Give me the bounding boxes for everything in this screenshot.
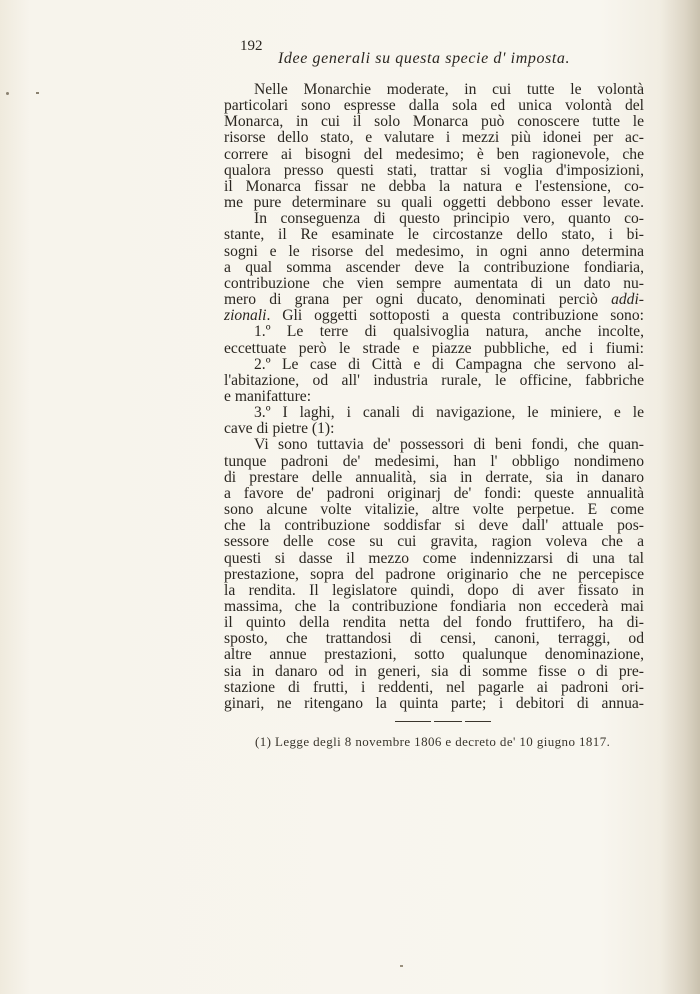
line-text: In conseguenza di questo principio vero, quanto co- (254, 210, 644, 228)
text-line (224, 211, 644, 227)
line-text: a favore de' padroni originarj de' fondi: queste annualità (224, 484, 644, 502)
line-text: 1.º Le terre di qualsivoglia natura, anche incolte, (254, 323, 644, 341)
line-text: . Gli oggetti sottoposti a questa contribuzione sono: (266, 307, 644, 325)
line-text: di prestare delle annualità, sia in derrate, sia in danaro (224, 468, 644, 486)
line-text: mero di grana per ogni ducato, denominati perciò (224, 291, 612, 309)
line-text: qualora presso questi stati, trattar si voglia d'imposizioni, (224, 161, 644, 179)
text-line (224, 583, 644, 599)
text-line (224, 551, 644, 567)
line-text: sposto, che trattandosi di censi, canoni, terraggi, od (224, 630, 644, 648)
text-line (224, 98, 644, 114)
line-text: sia in danaro od in generi, sia di somme fisse o di pre- (224, 662, 644, 680)
margin-mark (6, 92, 9, 95)
line-text: particolari sono espresse dalla sola ed unica volontà del (224, 97, 644, 115)
text-line (224, 292, 644, 308)
text-line (224, 341, 644, 357)
line-text: a qual somma ascender deve la contribuzione fondiaria, (224, 258, 644, 276)
line-text: cave di pietre (1): (224, 420, 335, 438)
text-line (224, 534, 644, 550)
text-line (224, 195, 644, 211)
line-text: questi si dasse il mezzo come indennizzarsi di una tal (224, 549, 644, 567)
footnote-rule (434, 721, 462, 722)
text-line (224, 615, 644, 631)
line-text: che la contribuzione soddisfar si deve dall' attuale pos- (224, 517, 644, 535)
body-text (224, 82, 644, 712)
text-line (224, 680, 644, 696)
text-line (224, 405, 644, 421)
text-line (224, 147, 644, 163)
line-text: il quinto della rendita netta del fondo fruttifero, ha di- (224, 614, 644, 632)
footnote-rule (465, 721, 491, 722)
line-text: stante, il Re esaminate le circostanze dello stato, i bi- (224, 226, 644, 244)
text-line (224, 276, 644, 292)
line-text: sessore delle cose su cui gravita, ragion voleva che a (224, 533, 644, 551)
text-line (224, 502, 644, 518)
line-text: contribuzione che vien sempre aumentata di un dato nu- (224, 274, 644, 292)
line-text: correre ai bisogni del medesimo; è ben ragionevole, che (224, 145, 644, 163)
line-text: 2.º Le case di Città e di Campagna che servono al- (254, 355, 644, 373)
line-text: altre annue prestazioni, sotto qualunque denominazione, (224, 646, 644, 664)
text-line (224, 437, 644, 453)
line-text: Monarca, in cui il solo Monarca può conoscere tutte le (224, 113, 644, 131)
text-line (224, 647, 644, 663)
text-line (224, 486, 644, 502)
text-line (224, 518, 644, 534)
text-line (224, 421, 644, 437)
page-speck (400, 965, 403, 967)
text-line (224, 470, 644, 486)
line-text: 3.º I laghi, i canali di navigazione, le miniere, e le (254, 404, 644, 422)
text-line (224, 114, 644, 130)
running-title: Idee generali su questa specie d' imposta. (278, 50, 571, 67)
text-line (224, 454, 644, 470)
text-line (224, 244, 644, 260)
footnote: (1) Legge degli 8 novembre 1806 e decreto de' 10 giugno 1817. (255, 734, 611, 749)
margin-mark (36, 92, 39, 94)
text-line (224, 324, 644, 340)
line-text: ginari, ne ritengano la quinta parte; i debitori di annua- (224, 694, 644, 712)
line-text: eccettuate però le strade e piazze pubbliche, ed i fiumi: (224, 339, 644, 357)
italic-text: addi- (611, 291, 644, 309)
line-text: Vi sono tuttavia de' possessori di beni fondi, che quan- (254, 436, 644, 454)
text-line (224, 599, 644, 615)
line-text: Nelle Monarchie moderate, in cui tutte le volontà (254, 81, 644, 98)
line-text: tunque padroni de' medesimi, han l' obbligo nondimeno (224, 452, 644, 470)
text-line (224, 696, 644, 712)
text-line (224, 567, 644, 583)
line-text: stazione di frutti, i reddenti, nel pagarle ai padroni ori- (224, 678, 644, 696)
page-number: 192 (240, 38, 263, 54)
text-line (224, 357, 644, 373)
text-line (224, 130, 644, 146)
text-line (224, 373, 644, 389)
text-line (224, 664, 644, 680)
text-line (224, 163, 644, 179)
line-text: prestazione, sopra del padrone originario che ne percepisce (224, 565, 644, 583)
line-text: risorse dello stato, e valutare i mezzi più idonei per ac- (224, 129, 644, 147)
line-text: e manifatture: (224, 387, 312, 405)
text-line (224, 389, 644, 405)
text-line (224, 179, 644, 195)
line-text: massima, che la contribuzione fondiaria non eccederà mai (224, 598, 644, 615)
text-line (224, 260, 644, 276)
text-line (224, 308, 644, 324)
line-text: la rendita. Il legislatore quindi, dopo di aver fissato in (224, 581, 644, 599)
line-text: l'abitazione, od all' industria rurale, le officine, fabbriche (224, 371, 644, 389)
line-text: sogni e le risorse del medesimo, in ogni anno determina (224, 242, 644, 260)
line-text: sono alcune volte vitalizie, altre volte perpetue. E come (224, 501, 644, 519)
line-text: me pure determinare su quali oggetti debbono esser levate. (224, 194, 644, 212)
footnote-rule (395, 721, 431, 722)
text-line (224, 631, 644, 647)
text-line (224, 82, 644, 98)
line-text: il Monarca fissar ne debba la natura e l'estensione, co- (224, 177, 644, 195)
italic-text: zionali (224, 307, 267, 325)
text-line (224, 227, 644, 243)
